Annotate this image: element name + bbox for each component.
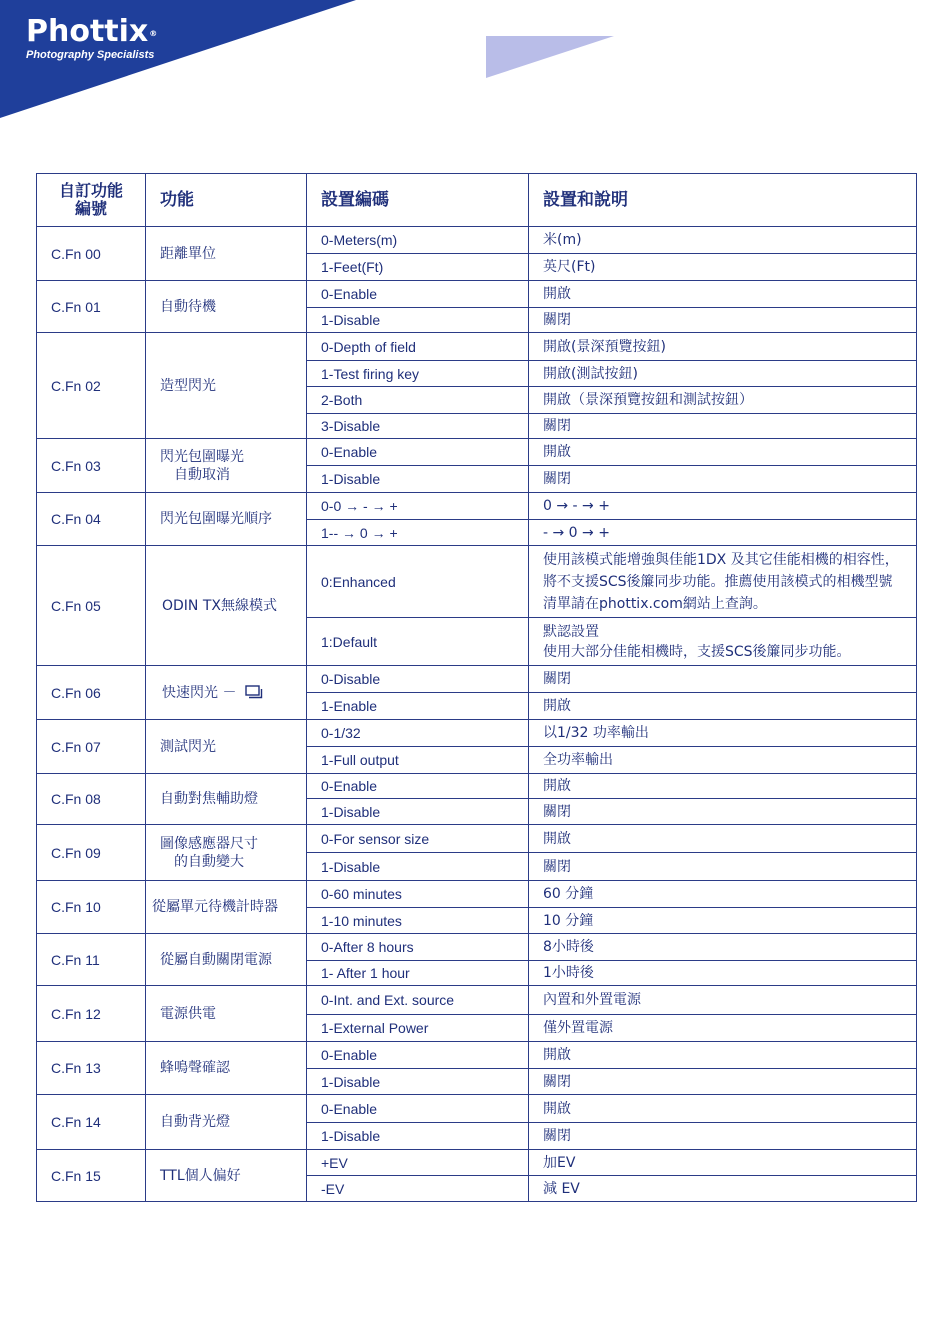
cfn-number: C.Fn 07 (37, 720, 146, 774)
option-code: 1-Feet(Ft) (307, 254, 529, 281)
cfn-number: C.Fn 00 (37, 227, 146, 281)
cfn-function: 快速閃光 － (146, 666, 307, 720)
cfn-number: C.Fn 08 (37, 774, 146, 825)
option-code: 0-For sensor size (307, 825, 529, 853)
cfn-function: 從屬自動關閉電源 (146, 934, 307, 986)
option-desc: 開啟 (529, 439, 917, 466)
option-desc: 60 分鐘 (529, 881, 917, 908)
option-code: 0-Enable (307, 1095, 529, 1123)
option-code: 1-Test firing key (307, 361, 529, 387)
option-desc: 關閉 (529, 466, 917, 493)
header-description: 設置和說明 (529, 174, 917, 227)
option-desc: 關閉 (529, 308, 917, 333)
brand-tagline: Photography Specialists (26, 49, 155, 61)
option-desc: 1小時後 (529, 961, 917, 986)
option-desc: 關閉 (529, 799, 917, 825)
cfn-function: 從屬單元待機計時器 (146, 881, 307, 934)
table-row (37, 227, 917, 254)
table-row (37, 546, 917, 618)
cfn-function: 閃光包圍曝光順序 (146, 493, 307, 546)
option-desc: 全功率輸出 (529, 747, 917, 774)
cfn-number: C.Fn 11 (37, 934, 146, 986)
option-code: 0-Enable (307, 1042, 529, 1069)
table-row (37, 666, 917, 693)
option-code: 1-- → 0 → + (307, 520, 529, 546)
table-row (37, 774, 917, 799)
table-row (37, 934, 917, 961)
option-code: 1-Disable (307, 308, 529, 333)
table-row (37, 1095, 917, 1123)
option-desc: 開啟（景深預覽按鈕和測試按鈕） (529, 387, 917, 414)
option-desc: 默認設置 使用大部分佳能相機時，支援SCS後簾同步功能。 (529, 618, 917, 666)
option-desc: 關閉 (529, 1069, 917, 1095)
table-row (37, 881, 917, 908)
option-code: 0-Depth of field (307, 333, 529, 361)
option-code: 1-Disable (307, 1123, 529, 1150)
registered-mark: ® (149, 29, 158, 38)
option-desc: 米(m) (529, 227, 917, 254)
option-code: 1:Default (307, 618, 529, 666)
cfn-number: C.Fn 10 (37, 881, 146, 934)
option-desc: 開啟(測試按鈕) (529, 361, 917, 387)
option-desc: 開啟 (529, 1095, 917, 1123)
option-desc: 開啟 (529, 281, 917, 308)
brand-logo (26, 16, 157, 62)
option-desc: 關閉 (529, 666, 917, 693)
option-code: 0-Int. and Ext. source (307, 986, 529, 1015)
option-code: 0-Disable (307, 666, 529, 693)
option-code: 1-10 minutes (307, 908, 529, 934)
cfn-function: TTL個人偏好 (146, 1150, 307, 1202)
frame-icon (245, 685, 263, 699)
option-code: 2-Both (307, 387, 529, 414)
option-desc: 開啟(景深預覽按鈕) (529, 333, 917, 361)
option-desc: 關閉 (529, 1123, 917, 1150)
option-code: 0-Meters(m) (307, 227, 529, 254)
table-row (37, 720, 917, 747)
option-code: 1-Disable (307, 799, 529, 825)
option-desc: 使用該模式能增強與佳能1DX 及其它佳能相機的相容性，將不支援SCS後簾同步功能。推薦使用該模式的相機型號清單請在phottix.com網站上查詢。 (529, 546, 917, 618)
cfn-function: 自動對焦輔助燈 (146, 774, 307, 825)
cfn-function: 自動背光燈 (146, 1095, 307, 1150)
option-desc: - → 0 → + (529, 520, 917, 546)
table-row (37, 333, 917, 361)
option-desc: 開啟 (529, 693, 917, 720)
cfn-number: C.Fn 15 (37, 1150, 146, 1202)
cfn-number: C.Fn 13 (37, 1042, 146, 1095)
option-code: 1-Disable (307, 466, 529, 493)
cfn-number: C.Fn 02 (37, 333, 146, 439)
header-number: 自訂功能 編號 (37, 174, 146, 227)
option-desc: 減 EV (529, 1176, 917, 1202)
option-desc: 開啟 (529, 1042, 917, 1069)
option-code: 1- After 1 hour (307, 961, 529, 986)
option-desc: 英尺(Ft) (529, 254, 917, 281)
option-desc: 內置和外置電源 (529, 986, 917, 1015)
option-desc: 加EV (529, 1150, 917, 1176)
custom-function-table (36, 173, 917, 1202)
table-row (37, 986, 917, 1015)
option-code: 0-60 minutes (307, 881, 529, 908)
option-code: 0-Enable (307, 281, 529, 308)
option-code: 0-0 → - → + (307, 493, 529, 520)
cfn-function: 電源供電 (146, 986, 307, 1042)
option-code: 1-Enable (307, 693, 529, 720)
cfn-number: C.Fn 05 (37, 546, 146, 666)
cfn-number: C.Fn 01 (37, 281, 146, 333)
option-code: 1-Full output (307, 747, 529, 774)
cfn-number: C.Fn 09 (37, 825, 146, 881)
option-desc: 關閉 (529, 414, 917, 439)
option-code: +EV (307, 1150, 529, 1176)
table-row (37, 825, 917, 853)
table-row (37, 1042, 917, 1069)
option-code: 0-Enable (307, 774, 529, 799)
cfn-function: 造型閃光 (146, 333, 307, 439)
cfn-function: 圖像感應器尺寸 的自動變大 (146, 825, 307, 881)
table-header-row (37, 174, 917, 227)
option-code: 1-External Power (307, 1015, 529, 1042)
option-desc: 開啟 (529, 774, 917, 799)
option-desc: 0 → - → + (529, 493, 917, 520)
cfn-function: 閃光包圍曝光 自動取消 (146, 439, 307, 493)
option-code: 1-Disable (307, 853, 529, 881)
option-code: 1-Disable (307, 1069, 529, 1095)
cfn-function: 自動待機 (146, 281, 307, 333)
cfn-number: C.Fn 03 (37, 439, 146, 493)
option-desc: 關閉 (529, 853, 917, 881)
table-row (37, 493, 917, 520)
option-code: 0-1/32 (307, 720, 529, 747)
option-desc: 10 分鐘 (529, 908, 917, 934)
cfn-function: 距離單位 (146, 227, 307, 281)
cfn-number: C.Fn 12 (37, 986, 146, 1042)
header-code: 設置編碼 (307, 174, 529, 227)
cfn-number: C.Fn 14 (37, 1095, 146, 1150)
option-code: 0-Enable (307, 439, 529, 466)
brand-name: Phottix (26, 14, 149, 49)
option-code: 3-Disable (307, 414, 529, 439)
header-accent-shape (486, 36, 614, 78)
table-row (37, 439, 917, 466)
option-desc: 開啟 (529, 825, 917, 853)
header-function: 功能 (146, 174, 307, 227)
table-row (37, 1150, 917, 1176)
option-code: 0-After 8 hours (307, 934, 529, 961)
option-desc: 以1/32 功率輸出 (529, 720, 917, 747)
option-desc: 8小時後 (529, 934, 917, 961)
table-row (37, 281, 917, 308)
cfn-number: C.Fn 06 (37, 666, 146, 720)
option-code: -EV (307, 1176, 529, 1202)
option-code: 0:Enhanced (307, 546, 529, 618)
cfn-function: 蜂鳴聲確認 (146, 1042, 307, 1095)
cfn-function: ODIN TX無線模式 (146, 546, 307, 666)
cfn-function: 測試閃光 (146, 720, 307, 774)
cfn-number: C.Fn 04 (37, 493, 146, 546)
option-desc: 僅外置電源 (529, 1015, 917, 1042)
